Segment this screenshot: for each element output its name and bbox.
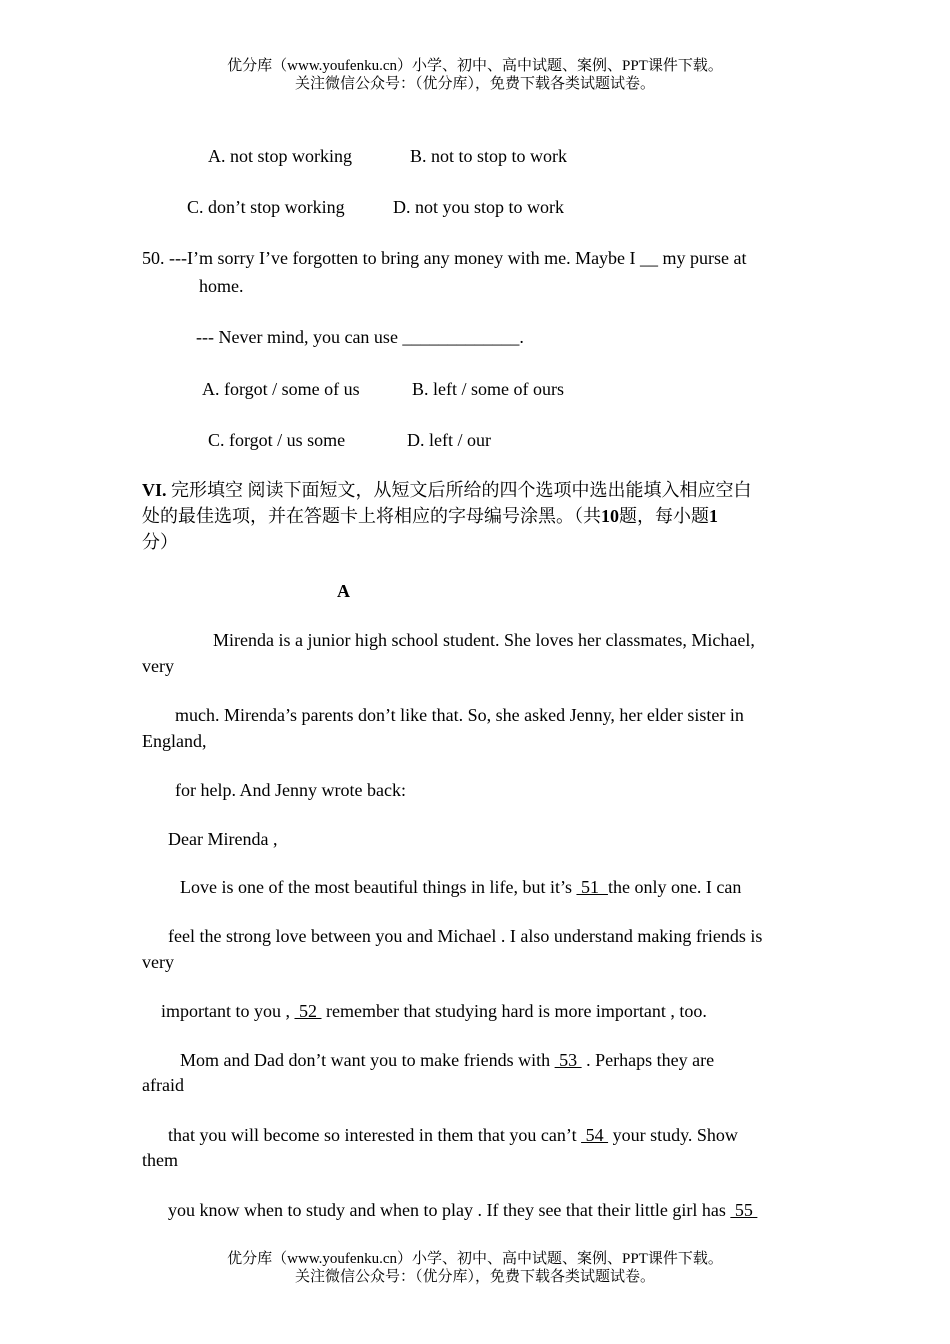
- q49-option-d: D. not you stop to work: [393, 197, 564, 217]
- page-header-line1: 优分库（www.youfenku.cn）小学、初中、高中试题、案例、PPT课件下载。: [227, 58, 723, 74]
- section6-heading-line3: 分）: [142, 532, 178, 552]
- q50-reply: --- Never mind, you can use _____________.: [196, 327, 524, 347]
- blank-53: 53: [554, 1050, 582, 1070]
- passage-line1: Mirenda is a junior high school student. She loves her classmates, Michael,: [213, 630, 755, 650]
- blank-55: 55: [730, 1200, 758, 1220]
- page-footer-line2: 关注微信公众号：（优分库），免费下载各类试题试卷。: [294, 1269, 655, 1285]
- page-footer-line1: 优分库（www.youfenku.cn）小学、初中、高中试题、案例、PPT课件下载。: [227, 1251, 723, 1267]
- section6-instructions-3: 题，每小题: [619, 506, 709, 526]
- passage-title: A: [337, 581, 350, 601]
- letter-line3: important to you , 52 remember that studying hard is more important , too.: [161, 1001, 707, 1021]
- section6-points: 1: [709, 506, 718, 526]
- q50-option-d: D. left / our: [407, 430, 491, 450]
- letter-line4-wrap: afraid: [142, 1075, 184, 1095]
- passage-line2-wrap: England,: [142, 731, 207, 751]
- page-header-line2: 关注微信公众号：（优分库），免费下载各类试题试卷。: [294, 76, 655, 92]
- section6-heading-line2: [142, 503, 718, 529]
- blank-54: 54: [581, 1125, 609, 1145]
- letter-line5-wrap: them: [142, 1150, 178, 1170]
- letter-line2: feel the strong love between you and Michael . I also understand making friends is: [168, 926, 763, 946]
- letter-line1: Love is one of the most beautiful things in life, but it’s 51 the only one. I can: [180, 877, 742, 897]
- blank-51: 51: [576, 877, 608, 897]
- section6-heading-line1: [142, 477, 752, 503]
- passage-line1-wrap: very: [142, 656, 174, 676]
- q50-stem-line1: 50. ---I’m sorry I’ve forgotten to bring any money with me. Maybe I __ my purse at: [142, 248, 747, 268]
- q50-option-c: C. forgot / us some: [208, 430, 346, 450]
- passage-line3: for help. And Jenny wrote back:: [175, 780, 406, 800]
- letter-line2-wrap: very: [142, 952, 174, 972]
- letter-greeting: Dear Mirenda ,: [168, 829, 278, 849]
- q49-option-c: C. don’t stop working: [187, 197, 345, 217]
- section6-instructions-2: 处的最佳选项，并在答题卡上将相应的字母编号涂黑。（共: [142, 506, 601, 526]
- passage-line2: much. Mirenda’s parents don’t like that. So, she asked Jenny, her elder sister in: [175, 705, 744, 725]
- letter-line6: you know when to study and when to play . If they see that their little girl has 55: [168, 1200, 758, 1220]
- q50-option-b: B. left / some of ours: [412, 379, 564, 399]
- section6-instructions-1: 完形填空 阅读下面短文，从短文后所给的四个选项中选出能填入相应空白: [166, 480, 752, 500]
- q50-stem-line2: home.: [199, 276, 244, 296]
- section6-count: 10: [601, 506, 619, 526]
- section6-number: VI.: [142, 480, 167, 500]
- letter-line4: Mom and Dad don’t want you to make friends with 53 . Perhaps they are: [180, 1050, 715, 1070]
- letter-line5: that you will become so interested in them that you can’t 54 your study. Show: [168, 1125, 738, 1145]
- q49-option-b: B. not to stop to work: [410, 146, 568, 166]
- q50-option-a: A. forgot / some of us: [202, 379, 360, 399]
- q49-option-a: A. not stop working: [208, 146, 352, 166]
- blank-52: 52: [294, 1001, 322, 1021]
